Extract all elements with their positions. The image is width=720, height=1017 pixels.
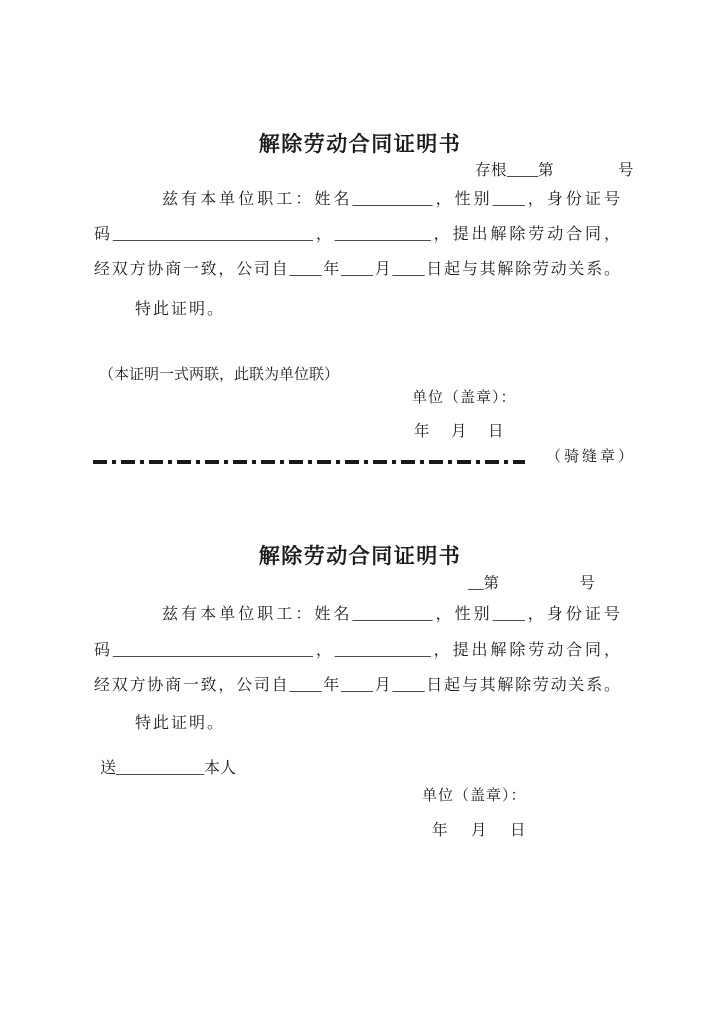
send-blank-field: ___________ — [116, 760, 205, 777]
date-line-copy2: 年 月 日 — [432, 822, 530, 839]
body-text: ， — [312, 642, 335, 659]
body-text: ， — [312, 226, 335, 243]
send-line — [100, 759, 236, 778]
month-blank-field: ____ — [340, 261, 373, 278]
body-text: 经双方协商一致，公司自 — [94, 677, 290, 694]
body-text: 日起与其解除劳动关系。 — [424, 261, 620, 278]
body-text: 兹有本单位职工：姓名 — [162, 191, 353, 208]
body-line-4-copy1: 特此证明。 — [135, 301, 226, 318]
doc-title-copy2: 解除劳动合同证明书 — [258, 544, 462, 568]
year-blank-field: ____ — [289, 677, 322, 694]
date-line-copy1: 年 月 日 — [414, 423, 507, 440]
body-line-3-copy1 — [94, 260, 620, 279]
day-blank-field: ____ — [392, 677, 425, 694]
id-number-blank-field: _________________________ — [112, 642, 313, 659]
body-line-2-copy2 — [94, 641, 620, 660]
gender-blank-field: ____ — [492, 606, 525, 623]
body-line-1-copy1 — [94, 190, 620, 209]
note-line: （本证明一式两联，此联为单位联） — [99, 367, 340, 383]
secondary-blank-field: ____________ — [334, 642, 431, 659]
body-text: ，身份证号 — [524, 191, 620, 208]
body-line-2-copy1 — [94, 225, 620, 244]
body-text: 年 — [321, 261, 341, 278]
serial-line-copy2 — [468, 575, 596, 594]
body-text: 码 — [94, 226, 113, 243]
unit-seal-label-copy1: 单位（盖章）： — [412, 390, 517, 406]
year-blank-field: ____ — [289, 261, 322, 278]
doc-title-copy1: 解除劳动合同证明书 — [258, 132, 462, 156]
body-text: ，性别 — [432, 606, 493, 623]
month-blank-field: ____ — [340, 677, 373, 694]
body-line-1-copy2 — [94, 605, 620, 624]
body-text: 月 — [372, 677, 393, 694]
body-text: 月 — [372, 261, 393, 278]
day-blank-field: ____ — [392, 261, 425, 278]
body-text: 日起与其解除劳动关系。 — [424, 677, 620, 694]
serial-blank-field: __ — [468, 575, 484, 592]
body-text: 兹有本单位职工：姓名 — [162, 606, 353, 623]
serial-number-label: 第 号 — [538, 162, 635, 179]
body-line-3-copy2 — [94, 676, 620, 695]
send-label: 送 — [100, 760, 117, 777]
body-text: ，身份证号 — [524, 606, 620, 623]
body-text: 年 — [321, 677, 341, 694]
secondary-blank-field: ____________ — [334, 226, 431, 243]
name-blank-field: __________ — [352, 191, 433, 208]
body-text: ，提出解除劳动合同， — [430, 642, 620, 659]
body-text: ，提出解除劳动合同， — [430, 226, 620, 243]
perforation-dash-line — [93, 460, 525, 464]
body-line-4-copy2: 特此证明。 — [135, 715, 226, 732]
serial-blank-field: ____ — [507, 162, 539, 179]
serial-number-label: 第 号 — [483, 575, 596, 592]
send-recipient-label: 本人 — [204, 760, 237, 777]
unit-seal-label-copy2: 单位（盖章）： — [422, 788, 527, 804]
perforation-seal-label: （骑缝章） — [546, 449, 637, 465]
serial-stub-label: 存根 — [475, 162, 508, 179]
name-blank-field: __________ — [352, 606, 433, 623]
id-number-blank-field: _________________________ — [112, 226, 313, 243]
gender-blank-field: ____ — [492, 191, 525, 208]
serial-line-copy1 — [475, 162, 634, 181]
body-text: ，性别 — [432, 191, 493, 208]
body-text: 码 — [94, 642, 113, 659]
body-text: 经双方协商一致，公司自 — [94, 261, 290, 278]
